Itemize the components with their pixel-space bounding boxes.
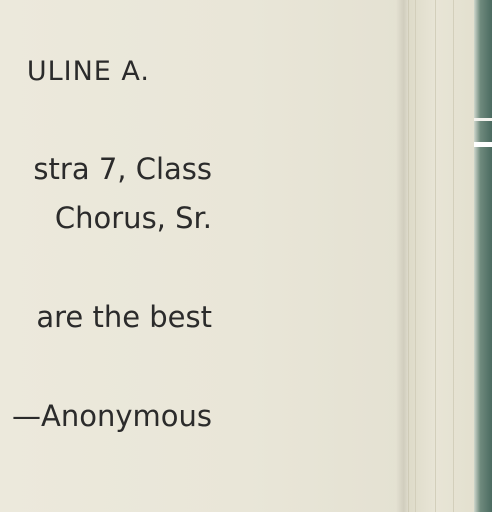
- activities-line-1: [0, 152, 212, 192]
- page-edge-line: [415, 0, 416, 512]
- next-page-edge: [408, 0, 475, 512]
- quote-line: [0, 300, 212, 340]
- cover-highlight: [474, 118, 492, 121]
- cover-highlight: [474, 142, 492, 147]
- quote-attribution: [0, 399, 212, 439]
- activities-text-2: Chorus, Sr.: [54, 201, 212, 235]
- quote-text: are the best: [36, 300, 212, 334]
- student-name-text: ULINE A.: [26, 56, 150, 87]
- page-edge-line: [453, 0, 454, 512]
- attribution-text: —Anonymous: [12, 399, 212, 433]
- activities-line-2: [0, 201, 212, 241]
- student-name-heading: [0, 56, 150, 92]
- page-edge-line: [435, 0, 436, 512]
- activities-text-1: stra 7, Class: [33, 152, 212, 186]
- book-cover-edge: [474, 0, 492, 512]
- page-fold-shadow: [396, 0, 408, 512]
